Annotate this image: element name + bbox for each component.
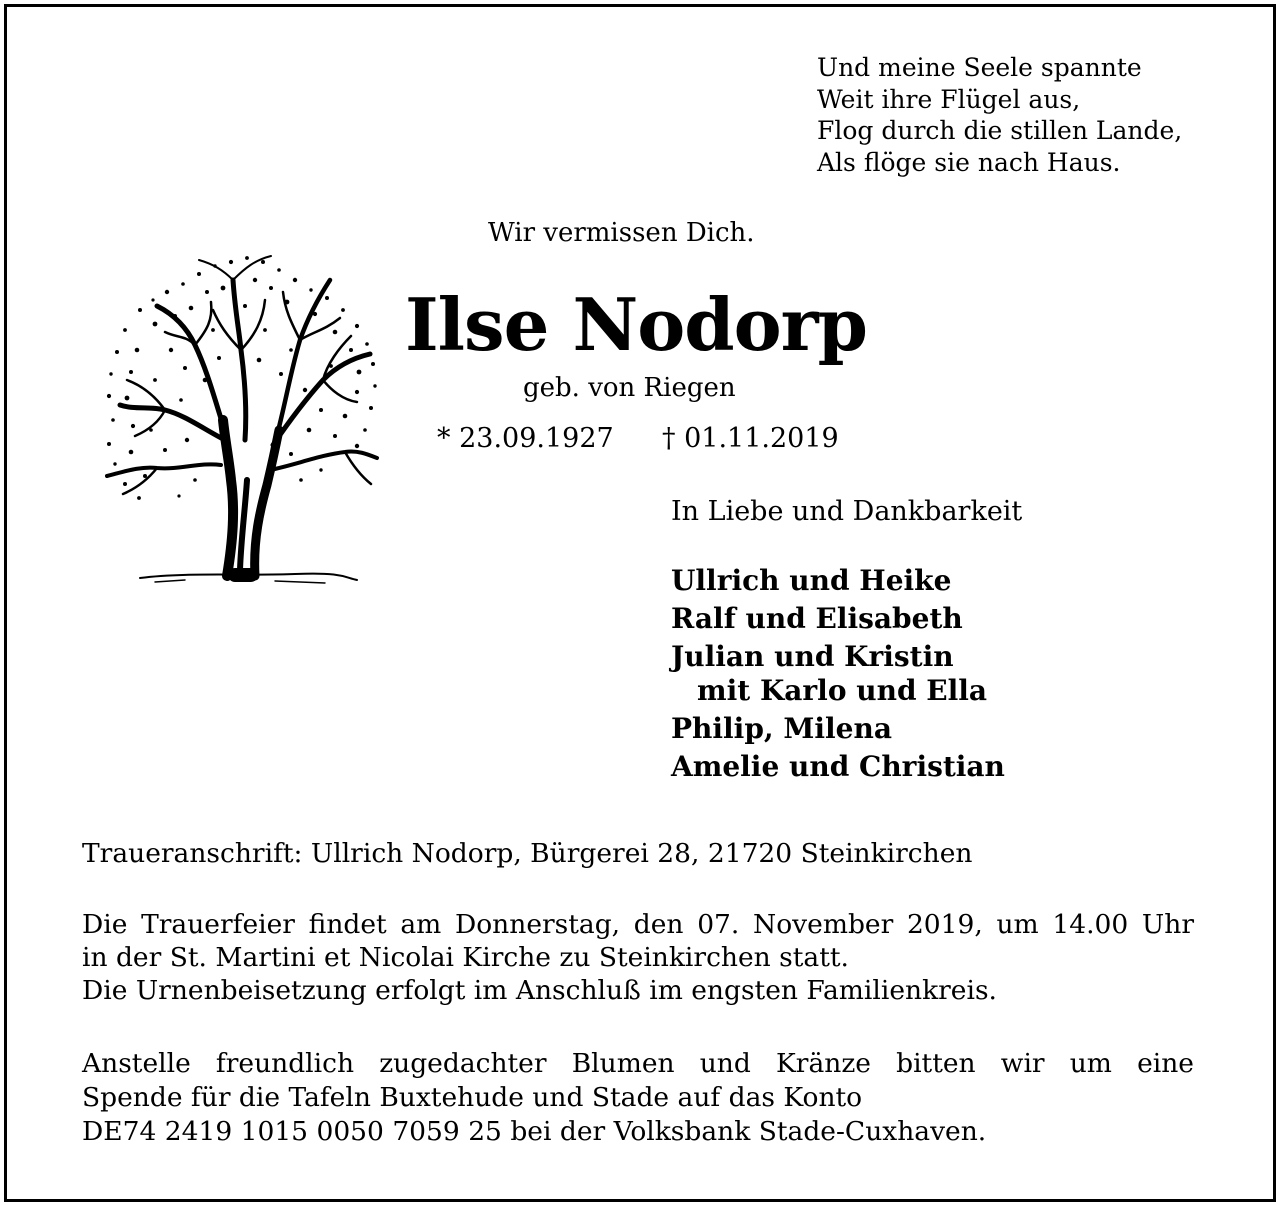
deceased-name: Ilse Nodorp — [405, 282, 867, 367]
family-member: Julian und Kristin — [671, 640, 954, 673]
miss-you-text: Wir vermissen Dich. — [488, 218, 755, 248]
poem-line: Flog durch die stillen Lande, — [817, 116, 1183, 145]
ceremony-line: Die Trauerfeier findet am Donnerstag, den 07. November 2019, um 14.00 Uhr — [82, 909, 1194, 940]
family-intro: In Liebe und Dankbarkeit — [671, 496, 1023, 527]
donation-paragraph — [82, 1047, 1194, 1149]
death-date: † 01.11.2019 — [662, 423, 839, 454]
birth-date: * 23.09.1927 — [437, 423, 614, 454]
mourning-address: Traueranschrift: Ullrich Nodorp, Bürgerei 28, 21720 Steinkirchen — [82, 838, 973, 869]
obituary-frame — [4, 4, 1276, 1202]
family-member: Philip, Milena — [671, 712, 892, 745]
family-member: Ullrich und Heike — [671, 564, 952, 597]
donation-line: DE74 2419 1015 0050 7059 25 bei der Volksbank Stade-Cuxhaven. — [82, 1116, 987, 1147]
poem-line: Und meine Seele spannte — [817, 53, 1142, 82]
oak-tree-icon — [95, 240, 385, 592]
family-member: mit Karlo und Ella — [697, 674, 988, 707]
poem-line: Als flöge sie nach Haus. — [817, 147, 1121, 177]
family-list — [671, 562, 1005, 786]
poem-line: Weit ihre Flügel aus, — [817, 84, 1081, 114]
ceremony-line: in der St. Martini et Nicolai Kirche zu Steinkirchen statt. — [82, 942, 849, 973]
ceremony-line: Die Urnenbeisetzung erfolgt im Anschluß im engsten Familienkreis. — [82, 975, 997, 1006]
family-member: Amelie und Christian — [671, 750, 1005, 783]
family-member: Ralf und Elisabeth — [671, 602, 963, 635]
donation-line: Spende für die Tafeln Buxtehude und Stade auf das Konto — [82, 1082, 863, 1113]
maiden-name: geb. von Riegen — [523, 373, 736, 403]
ceremony-paragraph — [82, 908, 1194, 1007]
donation-line: Anstelle freundlich zugedachter Blumen und Kränze bitten wir um eine — [82, 1048, 1194, 1079]
poem — [817, 52, 1182, 178]
